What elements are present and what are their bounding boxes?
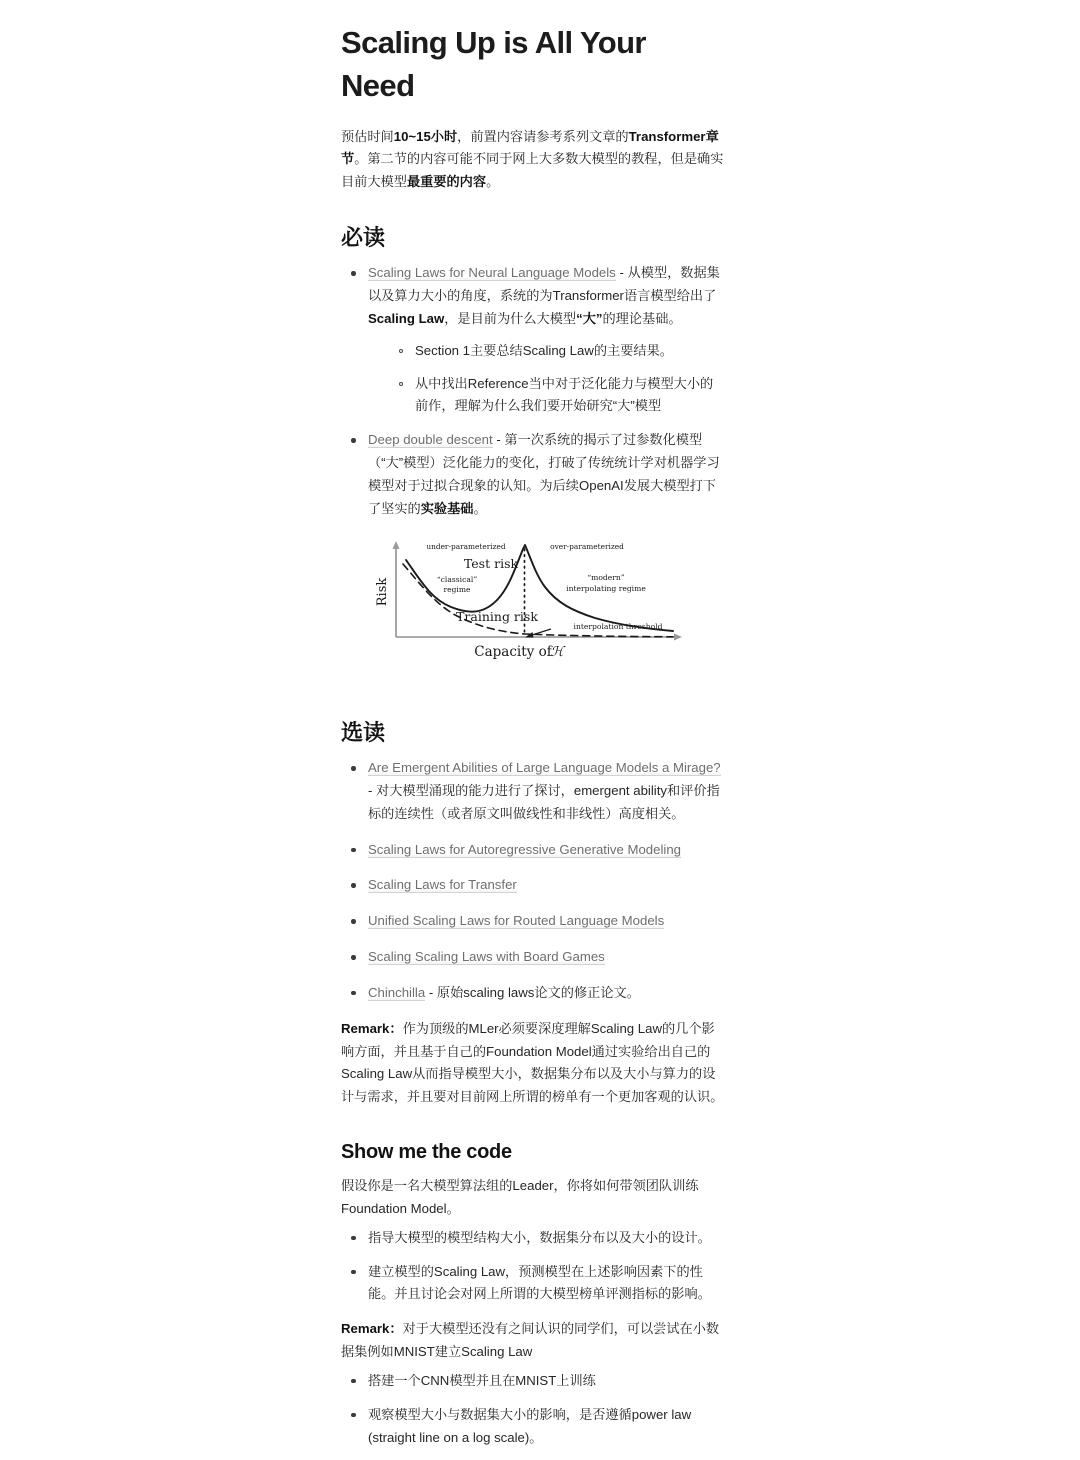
chart-ylabel: Risk bbox=[374, 577, 390, 606]
item-bold-b: “大” bbox=[576, 310, 603, 326]
code-task-list bbox=[341, 1227, 724, 1306]
double-descent-chart bbox=[373, 537, 693, 663]
link-scaling-scaling-laws-board-games[interactable]: Scaling Scaling Laws with Board Games bbox=[368, 949, 605, 965]
list-item: 观察模型大小与数据集大小的影响，是否遵循power law (straight line on a log scale)。 bbox=[341, 1404, 724, 1450]
item-text-a: - 第一次系统的揭示了过参数化模型（“大”模型）泛化能力的变化，打破了传统统计学对机器学习模型对于过拟合现象的认知。为后续OpenAI发展大模型打下了坚实的 bbox=[368, 432, 720, 516]
required-sub-list bbox=[390, 340, 724, 418]
link-deep-double-descent[interactable]: Deep double descent bbox=[368, 432, 493, 448]
y-axis-arrowhead bbox=[392, 541, 399, 549]
list-item bbox=[341, 874, 724, 897]
list-item: 指导大模型的模型结构大小，数据集分布以及大小的设计。 bbox=[341, 1227, 724, 1250]
label-training-risk: Training risk bbox=[455, 608, 538, 624]
remark-text: 对于大模型还没有之间认识的同学们，可以尝试在小数据集例如MNIST建立Scaling Law bbox=[341, 1321, 720, 1360]
list-item bbox=[341, 757, 724, 825]
content-column bbox=[341, 0, 724, 1460]
link-scaling-laws-neural-language-models[interactable]: Scaling Laws for Neural Language Models bbox=[368, 265, 616, 281]
remark-label: Remark： bbox=[341, 1321, 403, 1337]
link-scaling-laws-autoregressive-generative-modeling[interactable]: Scaling Laws for Autoregressive Generative Modeling bbox=[368, 841, 682, 857]
section-heading-required: 必读 bbox=[341, 224, 386, 250]
item-bold-a: 实验基础 bbox=[420, 500, 474, 516]
intro-text-3: 。第二节的内容可能不同于网上大多数大模型的教程，但是确实目前大模型 bbox=[341, 151, 724, 189]
list-item: 搭建一个CNN模型并且在MNIST上训练 bbox=[341, 1370, 724, 1393]
item-text-c: 的理论基础。 bbox=[602, 310, 682, 326]
label-classical-regime-line2: regime bbox=[442, 584, 471, 594]
label-classical-regime-line1: “classical” bbox=[436, 574, 477, 584]
item-bold-a: Scaling Law bbox=[368, 310, 445, 326]
intro-bold-3: 最重要的内容 bbox=[406, 173, 487, 189]
item-text-b: ，是目前为什么大模型 bbox=[444, 310, 577, 326]
list-item bbox=[341, 429, 724, 520]
intro-text-4: 。 bbox=[486, 173, 500, 189]
list-item bbox=[341, 262, 724, 418]
label-test-risk: Test risk bbox=[463, 555, 518, 571]
item-text-b: 。 bbox=[473, 500, 487, 516]
list-item bbox=[341, 839, 724, 862]
item-text: - 对大模型涌现的能力进行了探讨，emergent ability和评价指标的连续性（或者原文叫做线性和非线性）高度相关。 bbox=[368, 782, 720, 821]
link-scaling-laws-for-transfer[interactable]: Scaling Laws for Transfer bbox=[368, 877, 517, 893]
item-text-a: - 从模型，数据集以及算力大小的角度，系统的为Transformer语言模型给出了 bbox=[368, 265, 720, 304]
remark-text: 作为顶级的MLer必须要深度理解Scaling Law的几个影响方面，并且基于自己的Foundation Model通过实验给出自己的Scaling Law从而指导模型大小，数据集分布以及大小与算力的设计与需求，并且要对目前网上所谓的榜单有一个更加客观的认识。 bbox=[341, 1020, 724, 1105]
section-heading-code: Show me the code bbox=[341, 1141, 512, 1164]
item-text: - 原始scaling laws论文的修正论文。 bbox=[425, 984, 640, 1000]
intro-text-2: ，前置内容请参考系列文章的 bbox=[457, 128, 629, 144]
code-task-list-2 bbox=[341, 1370, 724, 1449]
intro-bold-2: Transformer章节 bbox=[341, 128, 719, 167]
chart-xlabel-symbol: ℋ bbox=[549, 643, 564, 660]
page-title: Scaling Up is All Your Need bbox=[341, 25, 646, 103]
double-descent-figure bbox=[341, 537, 724, 663]
label-modern-regime-line1: “modern” bbox=[586, 572, 625, 582]
link-chinchilla[interactable]: Chinchilla bbox=[368, 984, 426, 1000]
link-unified-scaling-laws-routed-language-models[interactable]: Unified Scaling Laws for Routed Language Models bbox=[368, 913, 665, 929]
list-item: 建立模型的Scaling Law，预测模型在上述影响因素下的性能。并且讨论会对网上所谓的大模型榜单评测指标的影响。 bbox=[341, 1261, 724, 1307]
remark-label: Remark： bbox=[341, 1020, 403, 1036]
label-under-parameterized: under-parameterized bbox=[425, 541, 506, 551]
label-over-parameterized: over-parameterized bbox=[549, 541, 624, 551]
intro-bold-1: 10~15小时 bbox=[393, 128, 458, 144]
label-modern-regime-line2: interpolating regime bbox=[565, 583, 646, 593]
remark-optional bbox=[341, 1018, 724, 1109]
code-lead-paragraph: 假设你是一名大模型算法组的Leader，你将如何带领团队训练Foundation Model。 bbox=[341, 1178, 699, 1216]
intro-paragraph bbox=[341, 126, 724, 194]
chart-xlabel: Capacity of bbox=[473, 643, 552, 660]
list-item bbox=[341, 982, 724, 1005]
x-axis-arrowhead bbox=[674, 633, 682, 640]
intro-text-1: 预估时间 bbox=[341, 128, 394, 144]
required-reading-list bbox=[341, 262, 724, 520]
remark-code bbox=[341, 1318, 724, 1364]
list-item bbox=[341, 946, 724, 969]
list-item bbox=[341, 910, 724, 933]
sub-list-item: 从中找出Reference当中对于泛化能力与模型大小的前作，理解为什么我们要开始研究“大”模型 bbox=[390, 373, 724, 419]
sub-list-item: Section 1主要总结Scaling Law的主要结果。 bbox=[390, 340, 724, 363]
label-interpolation-threshold: interpolation threshold bbox=[573, 621, 662, 631]
link-are-emergent-abilities-a-mirage[interactable]: Are Emergent Abilities of Large Language Models a Mirage? bbox=[368, 760, 721, 776]
section-heading-optional: 选读 bbox=[341, 719, 386, 745]
optional-reading-list bbox=[341, 757, 724, 1005]
